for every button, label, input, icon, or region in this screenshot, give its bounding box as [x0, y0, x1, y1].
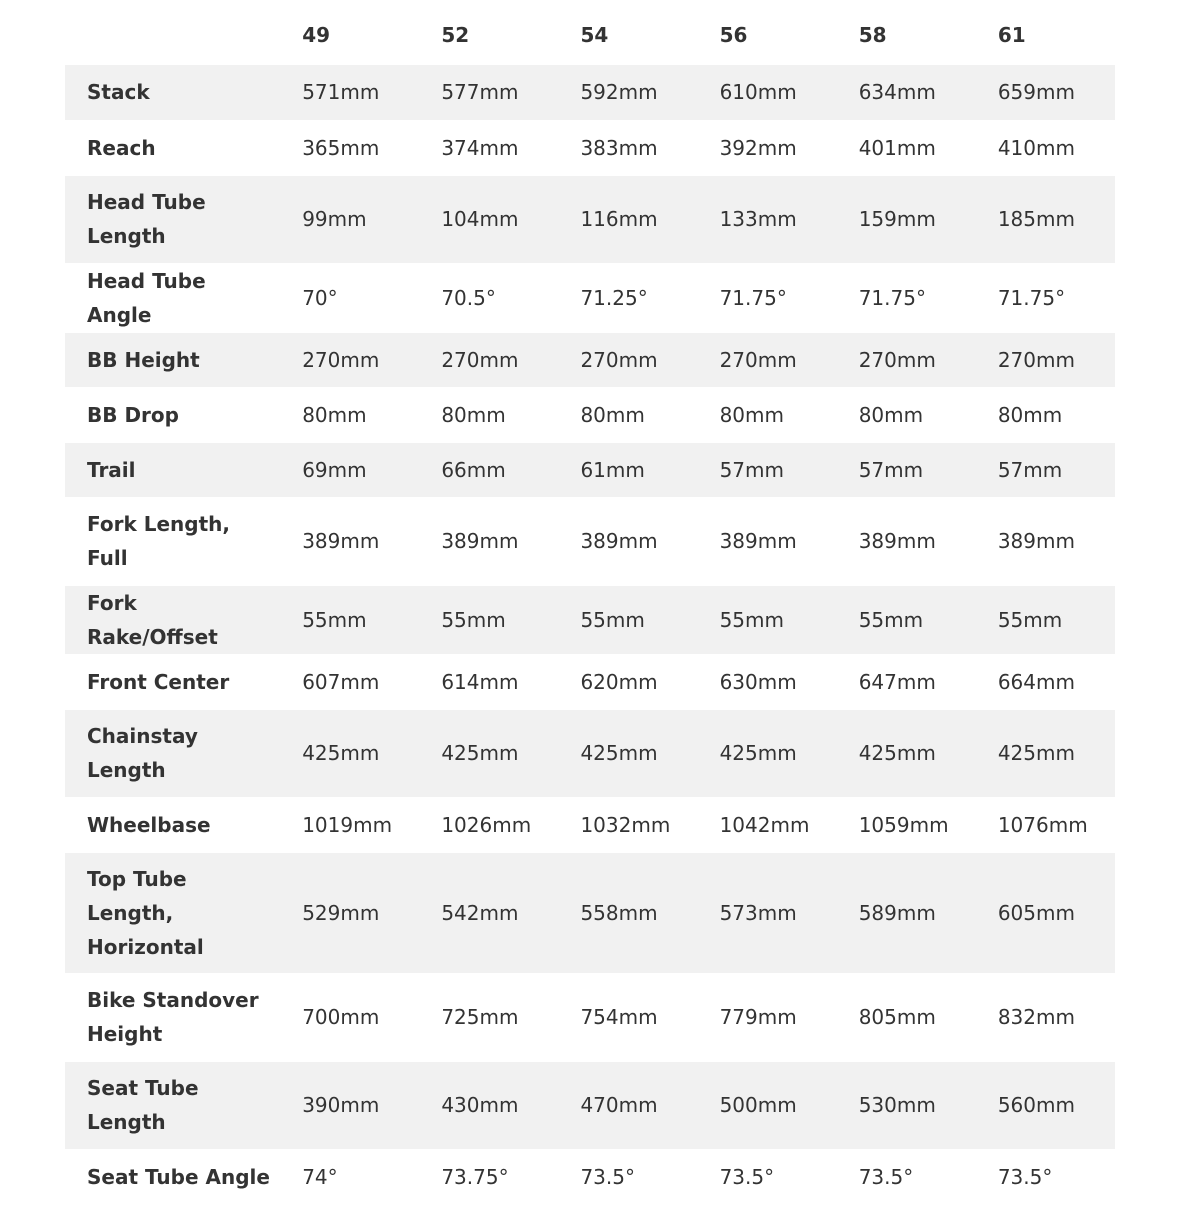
table-cell: 80mm: [858, 402, 924, 427]
table-cell: 159mm: [858, 207, 936, 231]
size-header: 52: [441, 23, 470, 47]
table-cell: 390mm: [302, 1093, 380, 1117]
geometry-table: [65, 5, 1115, 1205]
row-label: Wheelbase: [87, 812, 211, 837]
table-cell: 70°: [302, 285, 338, 310]
table-cell: 589mm: [858, 900, 936, 925]
table-cell: 270mm: [858, 347, 936, 372]
table-cell: 634mm: [858, 80, 936, 105]
table-cell: 104mm: [441, 207, 519, 231]
table-cell: 80mm: [997, 402, 1063, 427]
table-row-bb-height: [65, 332, 1115, 387]
table-cell: 529mm: [302, 900, 380, 925]
table-cell: 55mm: [997, 607, 1063, 632]
table-cell: 55mm: [719, 607, 784, 632]
table-cell: 607mm: [302, 669, 380, 694]
table-row-top-tube-length-horizontal: [65, 852, 1115, 973]
row-label: BB Height: [87, 347, 200, 372]
table-cell: 1019mm: [302, 812, 393, 837]
table-cell: 389mm: [302, 529, 380, 553]
table-cell: 66mm: [441, 457, 506, 482]
table-cell: 610mm: [719, 80, 797, 105]
table-row-chainstay-length: [65, 709, 1115, 797]
table-cell: 71.25°: [580, 285, 648, 310]
table-row-wheelbase: [65, 797, 1115, 852]
table-cell: 571mm: [302, 80, 380, 105]
row-label: Reach: [87, 135, 156, 160]
table-cell: 70.5°: [441, 285, 496, 310]
table-cell: 365mm: [302, 135, 380, 160]
row-label: Fork Rake/Offset: [87, 590, 218, 649]
table-cell: 425mm: [302, 741, 380, 765]
row-label: BB Drop: [87, 402, 179, 427]
table-cell: 57mm: [719, 457, 784, 482]
table-cell: 71.75°: [858, 285, 926, 310]
table-cell: 577mm: [441, 80, 519, 105]
table-row-stack: [65, 65, 1115, 120]
table-cell: 700mm: [302, 1005, 380, 1029]
row-label: Chainstay Length: [87, 724, 198, 782]
table-cell: 389mm: [719, 529, 797, 553]
table-cell: 57mm: [858, 457, 924, 482]
table-cell: 614mm: [441, 669, 519, 694]
table-cell: 725mm: [441, 1005, 519, 1029]
size-header: 54: [580, 23, 609, 47]
table-cell: 270mm: [441, 347, 519, 372]
row-label: Seat Tube Angle: [87, 1164, 270, 1189]
table-cell: 80mm: [302, 402, 367, 427]
table-cell: 55mm: [302, 607, 367, 632]
size-header-row: [65, 5, 1115, 65]
table-cell: 80mm: [580, 402, 645, 427]
table-cell: 389mm: [441, 529, 519, 553]
table-cell: 69mm: [302, 457, 367, 482]
table-cell: 530mm: [858, 1093, 936, 1117]
table-cell: 659mm: [997, 80, 1075, 105]
table-cell: 55mm: [580, 607, 645, 632]
table-cell: 389mm: [858, 529, 936, 553]
row-label: Top Tube Length, Horizontal: [87, 866, 204, 959]
table-cell: 1032mm: [580, 812, 671, 837]
table-row-reach: [65, 120, 1115, 175]
table-cell: 389mm: [997, 529, 1075, 553]
table-cell: 1059mm: [858, 812, 949, 837]
table-cell: 71.75°: [997, 285, 1066, 310]
table-cell: 425mm: [441, 741, 519, 765]
table-cell: 374mm: [441, 135, 519, 160]
table-cell: 270mm: [719, 347, 797, 372]
table-cell: 392mm: [719, 135, 797, 160]
table-cell: 383mm: [580, 135, 658, 160]
row-label: Seat Tube Length: [87, 1076, 199, 1134]
table-cell: 425mm: [858, 741, 936, 765]
table-row-fork-length-full: [65, 497, 1115, 585]
table-cell: 55mm: [858, 607, 924, 632]
table-cell: 605mm: [997, 900, 1075, 925]
table-cell: 116mm: [580, 207, 658, 231]
table-cell: 560mm: [997, 1093, 1075, 1117]
table-cell: 270mm: [302, 347, 380, 372]
table-cell: 270mm: [997, 347, 1075, 372]
table-row-head-tube-angle: [65, 263, 1115, 332]
table-cell: 500mm: [719, 1093, 797, 1117]
table-cell: 99mm: [302, 207, 367, 231]
table-cell: 1076mm: [997, 812, 1088, 837]
table-cell: 389mm: [580, 529, 658, 553]
table-row-front-center: [65, 654, 1115, 709]
size-header: 58: [858, 23, 887, 47]
row-label: Head Tube Length: [87, 190, 206, 248]
table-cell: 1026mm: [441, 812, 532, 837]
table-cell: 425mm: [719, 741, 797, 765]
table-cell: 410mm: [997, 135, 1075, 160]
row-label: Stack: [87, 80, 150, 105]
size-header: 49: [302, 23, 331, 47]
table-cell: 185mm: [997, 207, 1075, 231]
table-row-bb-drop: [65, 387, 1115, 442]
table-cell: 133mm: [719, 207, 797, 231]
table-cell: 425mm: [997, 741, 1075, 765]
table-cell: 779mm: [719, 1005, 797, 1029]
table-cell: 573mm: [719, 900, 797, 925]
table-cell: 832mm: [997, 1005, 1075, 1029]
table-cell: 71.75°: [719, 285, 787, 310]
row-label: Front Center: [87, 669, 230, 694]
table-cell: 73.5°: [580, 1164, 635, 1189]
table-row-seat-tube-angle: [65, 1149, 1115, 1204]
table-cell: 401mm: [858, 135, 936, 160]
table-cell: 61mm: [580, 457, 645, 482]
table-row-trail: [65, 442, 1115, 497]
table-cell: 55mm: [441, 607, 506, 632]
table-cell: 647mm: [858, 669, 936, 694]
table-cell: 592mm: [580, 80, 658, 105]
table-cell: 630mm: [719, 669, 797, 694]
row-label: Head Tube Angle: [87, 268, 206, 327]
table-cell: 73.5°: [997, 1164, 1053, 1189]
table-row-seat-tube-length: [65, 1061, 1115, 1149]
table-cell: 620mm: [580, 669, 658, 694]
table-cell: 425mm: [580, 741, 658, 765]
table-cell: 558mm: [580, 900, 658, 925]
table-cell: 542mm: [441, 900, 519, 925]
table-cell: 270mm: [580, 347, 658, 372]
size-header: 56: [719, 23, 748, 47]
row-label: Bike Standover Height: [87, 988, 259, 1046]
table-row-fork-rake-offset: [65, 585, 1115, 654]
table-cell: 73.5°: [858, 1164, 914, 1189]
table-cell: 73.75°: [441, 1164, 509, 1189]
size-header: 61: [997, 23, 1026, 47]
table-cell: 754mm: [580, 1005, 658, 1029]
table-cell: 664mm: [997, 669, 1075, 694]
table-cell: 73.5°: [719, 1164, 775, 1189]
table-cell: 1042mm: [719, 812, 810, 837]
table-cell: 80mm: [441, 402, 506, 427]
table-cell: 470mm: [580, 1093, 658, 1117]
table-row-bike-standover-height: [65, 973, 1115, 1061]
table-cell: 74°: [302, 1164, 338, 1189]
table-cell: 805mm: [858, 1005, 936, 1029]
table-row-head-tube-length: [65, 175, 1115, 263]
table-cell: 430mm: [441, 1093, 519, 1117]
corner-cell: [65, 5, 280, 65]
table-cell: 80mm: [719, 402, 784, 427]
row-label: Trail: [87, 457, 136, 482]
table-cell: 57mm: [997, 457, 1063, 482]
row-label: Fork Length, Full: [87, 512, 230, 570]
